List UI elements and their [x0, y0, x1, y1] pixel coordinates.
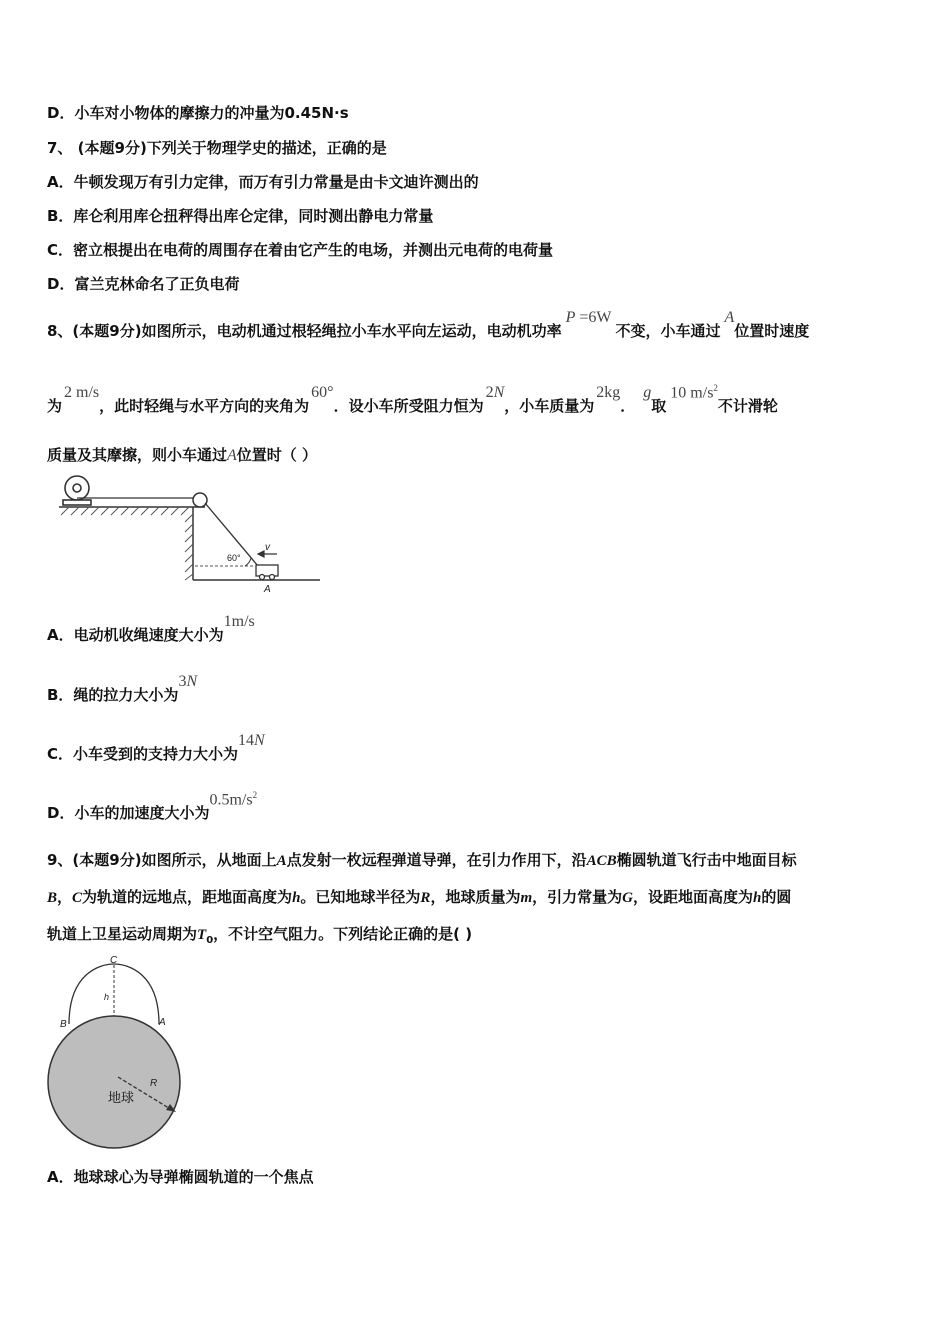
- earth-circle: [48, 1016, 180, 1148]
- q9-label-h: h: [104, 992, 110, 1002]
- q9-figure: [40, 950, 200, 1155]
- q7-option-d: D．富兰克林命名了正负电荷: [47, 275, 240, 293]
- pulley-icon: [193, 493, 207, 507]
- q8-stem-line1: 8、(本题9分)如图所示，电动机通过根轻绳拉小车水平向左运动，电动机功率P =6W不变，小车通过A位置时速度: [47, 309, 810, 340]
- q8-angle-arc: [245, 558, 251, 566]
- q9-label-c: C: [110, 955, 118, 966]
- q9-option-a: A．地球球心为导弹椭圆轨道的一个焦点: [47, 1168, 314, 1186]
- q9-stem-line2: B，C为轨道的远地点，距地面高度为h。已知地球半径为R，地球质量为m，引力常量为G，设距地面高度为h的圆: [47, 888, 792, 906]
- q9-stem-line3: 轨道上卫星运动周期为$T_0$，不计空气阻力。下列结论正确的是( ): [47, 925, 473, 946]
- q7-stem: 7、 (本题9分)下列关于物理学史的描述，正确的是: [47, 139, 387, 157]
- q9-stem-line1: 9、(本题9分)如图所示，从地面上A点发射一枚远程弹道导弹，在引力作用下，沿ACB椭圆轨道飞行击中地面目标: [47, 851, 797, 869]
- motor-icon: [63, 476, 91, 505]
- q8-option-c: C．小车受到的支持力大小为14N: [47, 732, 265, 763]
- q8-position-label: A: [264, 584, 271, 595]
- q7-option-c: C．密立根提出在电荷的周围存在着由它产生的电场，并测出元电荷的电荷量: [47, 241, 554, 259]
- q6-option-d: D．小车对小物体的摩擦力的冲量为0.45N·s: [47, 104, 349, 122]
- q8-figure: [55, 470, 325, 595]
- q8-stem-line3: 质量及其摩擦，则小车通过A位置时（ ）: [47, 446, 318, 464]
- q8-velocity-label: v: [265, 542, 270, 553]
- q8-power-math: P =6W: [565, 309, 612, 326]
- q8-hatching-top: [61, 507, 189, 515]
- q9-label-earth: 地球: [108, 1090, 135, 1105]
- q8-option-d: D．小车的加速度大小为$0.5m/s^2$: [47, 789, 258, 822]
- q8-stem-line2: 为2 m/s，此时轻绳与水平方向的夹角为60°．设小车所受阻力恒为2N，小车质量为2kg．g取10 $m/s^2$不计滑轮: [47, 382, 778, 415]
- cart-icon: [256, 565, 278, 580]
- q9-label-r: R: [150, 1078, 158, 1089]
- q7-option-a: A．牛顿发现万有引力定律，而万有引力常量是由卡文迪许测出的: [47, 173, 479, 191]
- q8-angle-label: 60°: [227, 553, 241, 563]
- q8-hatching-wall: [185, 514, 193, 580]
- q7-option-b: B．库仑利用库仑扭秤得出库仑定律，同时测出静电力常量: [47, 207, 434, 225]
- q9-label-a: A: [159, 1017, 166, 1028]
- q8-option-a: A．电动机收绳速度大小为1m/s: [47, 613, 255, 644]
- q9-label-b: B: [60, 1019, 67, 1030]
- q8-option-b: B．绳的拉力大小为3N: [47, 673, 198, 704]
